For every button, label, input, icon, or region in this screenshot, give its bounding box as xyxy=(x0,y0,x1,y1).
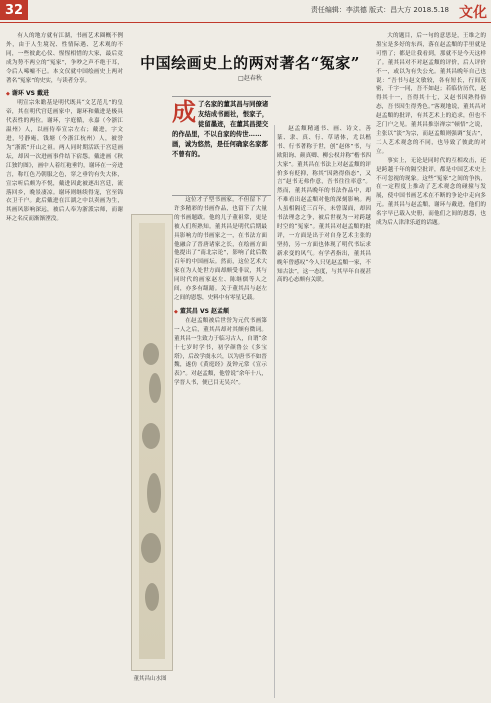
section1-heading: ◆ 谢环 VS 戴进 xyxy=(6,88,123,97)
section1-body: 明宣宗朱瞻基是明代既具“文艺范儿”的皇帝，其在明代宫廷画家中，谢环和戴进是极具代表性的两位。谢环，字庭循，永嘉（今浙江温州）人，以画侍奉宣宗左右；戴进，字文进，号静庵，钱塘（今浙江杭州）人，被誉为“浙派”开山之祖。两人同时期活跃于宫廷画坛，却因一次进画事件结下宿怨。戴进画《秋江独钓图》，画中人着红袍垂钓，谢环在一旁进言，称红色乃朝服之色，穿之垂钓有失大体，宣宗听后颇为不悦，戴进因此被逐出宫廷，流落回乡，晚景凄凉。谢环则继续得宠，官至锦衣卫千户。此后戴进在江湖之中以卖画为生，其画风影响深远，被后人奉为浙派宗师，而谢环之名反而渐渐湮没。 xyxy=(6,100,123,223)
lead-box xyxy=(172,96,271,196)
intro-paragraph: 有人的地方就有江湖，书画艺术圈概不例外，由于人生境况、性情际遇、艺术观的不同，一些彼此心仪、惺惺相惜的大家，最后竟成为势不两立的“冤家”，争吵之声不绝于耳，令后人唏嘘不已。本文仅就中国绘画史上两对著名“冤家”的史实，与读者分享。 xyxy=(6,33,123,84)
article-byline: □赵春秋 xyxy=(238,75,262,82)
page-header xyxy=(0,0,491,23)
lead-initial: 成 xyxy=(172,97,196,126)
column-2 xyxy=(174,196,267,698)
page-number: 32 xyxy=(0,0,28,20)
section2-body: 在赵孟頫被后世誉为元代书画第一人之后，董其昌却对其颇有微词。董其昌一生致力于临习古人，自谓“余十七岁时学书，初学颜鲁公《多宝塔》，后改学虞永兴，以为唐书不如晋魏，遂仿《黄庭经》及钟元常《宣示表》”。对赵孟頫，他曾说“余年十八，学晋人书，便已目无吴兴”。 xyxy=(174,317,267,387)
column-4-conclusion: 事实上，无论是同时代的互相攻击，还是跨越千年的隔空批评，都是中国艺术史上不可忽视的现象。这些“冤家”之间的争执，在一定程度上推动了艺术观念的碰撞与发展，使中国书画艺术在不断的争论中走向多元。董其昌与赵孟頫，谢环与戴进，他们的名字早已载入史册，而他们之间的恩怨，也成为后人津津乐道的话题。 xyxy=(376,157,486,227)
column-1 xyxy=(6,32,123,698)
section2-heading: ◆ 董其昌 VS 赵孟頫 xyxy=(174,306,267,315)
editor-meta: 责任编辑：李洪德 版式：昌大方 2018.5.18 xyxy=(310,6,449,14)
landscape-painting-image xyxy=(131,214,173,671)
column-4 xyxy=(376,32,486,698)
column-4-text: 大的题目，后一句的意思是，王维之的墨宝是多好的东西，落在赵孟頫的手里就是可惜了；都是让我看到，那就不是今天这样了。董其昌对不对赵孟頫的评价，后人评价不一，或以为有失公允。董其昌晚年自己也说：“吾书与赵文敏较，各有短长，行间茂密，千字一同，吾不如赵；若临仿历代，赵得其十一，吾得其十七，又赵书因熟得俗态，吾书因生得秀色。”客观地说，董其昌对赵孟頫的批评，有其艺术上的追求，但也不乏门户之见。董其昌推崇禅宗“顿悟”之说，主张以“淡”为宗，而赵孟頫则强调“复古”，二人艺术观念的不同，也导致了彼此的对立。 xyxy=(376,33,486,155)
article-title: 中国绘画史上的两对著名“冤家” xyxy=(140,54,360,72)
column-3 xyxy=(277,125,371,698)
column-3-text: 赵孟頫精通书、画、诗文，善篆、隶、真、行、草诸体，尤以楷书、行书著称于世，创“赵体”书，与欧阳询、颜真卿、柳公权并称“楷书四大家”。董其昌在书法上对赵孟頫的评价多有贬抑，称其“因熟得俗态”，又言“赵书无弗作意，吾书往往率意”。然而，董其昌晚年的书法作品中，却不难看出赵孟頫对他的深刻影响。两人虽相隔近三百年，未曾谋面，却因书法理念之争，被后世视为一对跨越时空的“冤家”。董其昌对赵孟頫的批评，一方面是出于对自身艺术主张的坚持，另一方面也体现了明代书坛求新求变的风气。有学者指出，董其昌晚年曾感叹“今人只见赵孟頫一家，不知古法”，这一态度，与其早年自视甚高的心态颇有关联。 xyxy=(277,126,371,284)
column-divider xyxy=(274,125,275,698)
lead-text: 了名家的董其昌与同僚诸友结成书画社，恨家子，徒留墨迹，在董其昌提交的作品里，不以自家的传世……画，诚为悠然，是任何确家名家都不曾有的。 xyxy=(172,100,269,158)
painting-caption: 董其昌山水图 xyxy=(133,676,167,682)
column-2-text: 这位才子型书画家，不但留下了许多精彩的书画作品，也留下了大量的书画题跋。他的儿子董祖常，更是被人们所熟知。董其昌是明代后期最具影响力的书画家之一，在书法方面他融合了晋唐诸家之长，在绘画方面他提出了“南北宗论”，影响了此后数百年的中国画坛。然而，这位艺术大家在为人处世方面却颇受非议，其与同时代的画家赵左、陈继儒等人之间，亦多有龃龉。关于董其昌与赵左之间的恩怨，史料中有零星记载。 xyxy=(174,197,267,301)
section-name: 文化 xyxy=(459,5,487,21)
scroll-painting xyxy=(139,223,165,659)
